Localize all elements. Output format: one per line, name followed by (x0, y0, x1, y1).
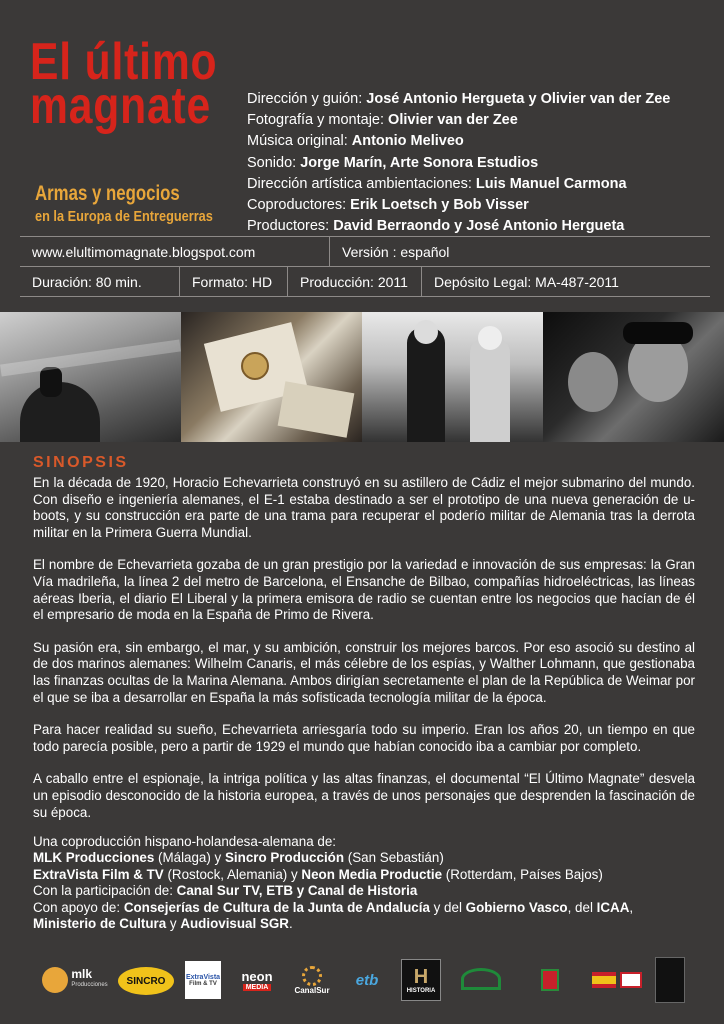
production-cell: Producción: 2011 (288, 267, 422, 296)
ministerio-cultura-logo (587, 963, 647, 997)
legal-deposit-cell: Depósito Legal: MA-487-2011 (434, 273, 619, 290)
credit-label: Sonido: (247, 154, 301, 171)
subtitle-line2: en la Europa de Entreguerras (35, 208, 213, 225)
coproduction-credits (33, 834, 633, 932)
credits-list (247, 89, 670, 237)
credit-value: Erik Loetsch y Bob Visser (350, 197, 529, 214)
credit-row (247, 153, 670, 174)
copro-company: Gobierno Vasco (465, 899, 568, 915)
copro-text: y del (429, 899, 466, 915)
copro-company: Neon Media Productie (301, 866, 443, 882)
film-title-line1: El último (30, 33, 218, 91)
credit-label: Fotografía y montaje: (247, 112, 389, 129)
neon-logo-sub: MEDIA (243, 984, 272, 991)
audiovisual-sgr-logo (655, 957, 685, 1003)
copro-text: . (288, 916, 293, 932)
credit-label: Coproductores: (247, 197, 351, 214)
sponsor-logos (35, 955, 695, 1003)
copro-line (33, 883, 633, 899)
photo-documents (181, 312, 362, 442)
copro-company: Consejerías de Cultura de la Junta de Andalucía (123, 899, 430, 915)
copro-line: Una coproducción hispano-holandesa-alemana de: (33, 834, 336, 849)
historia-logo-text: HISTORIA (406, 988, 436, 994)
credit-value: José Antonio Hergueta y Olivier van der Zee (366, 91, 671, 107)
mlk-logo-mark (42, 967, 68, 993)
photo-boat (0, 312, 181, 442)
junta-andalucia-logo (455, 959, 507, 999)
info-row (20, 267, 710, 297)
copro-text: y (166, 916, 181, 932)
credit-label: Productores: (247, 218, 334, 235)
info-table (20, 236, 710, 297)
copro-text: , (629, 899, 634, 915)
duration-cell: Duración: 80 min. (20, 267, 180, 296)
copro-line (33, 900, 633, 916)
copro-company: Audiovisual SGR (180, 916, 289, 932)
gobierno-vasco-logo-mark (541, 969, 559, 991)
copro-text: (San Sebastián) (344, 850, 444, 866)
credit-row (247, 216, 670, 237)
junta-andalucia-logo-mark (461, 968, 501, 990)
version-cell: Versión : español (342, 243, 450, 260)
credit-row (247, 89, 670, 110)
info-row (20, 237, 710, 267)
mlk-logo-sub: Producciones (71, 982, 108, 988)
sinopsis-paragraph: En la década de 1920, Horacio Echevarrieta construyó en su astillero de Cádiz el mejor submarino del mundo. Con diseño e ingeniería alemanes, el E-1 estaba destinado a ser el prototipo de una nueva generación de u-boots, y su construcción era parte de una trama para recuperar el poderío militar de Alemania tras la derrota militar en la Primera Guerra Mundial. (33, 475, 695, 540)
format-cell: Formato: HD (180, 267, 288, 296)
film-title-line2: magnate (30, 77, 212, 135)
icaa-logo-mark (620, 972, 642, 988)
copro-company: ICAA (596, 899, 630, 915)
sinopsis-paragraph: A caballo entre el espionaje, la intriga política y las altas finanzas, el documental “El Último Magnate” desvela un episodio desconocido de la historia europea, a través de unos personajes que desprenden la fascinación de su época. (33, 771, 695, 820)
canalsur-logo-text: CanalSur (294, 985, 330, 995)
historia-logo-mark: H (413, 966, 429, 988)
credit-value: Antonio Meliveo (351, 133, 464, 150)
copro-company: Ministerio de Cultura (33, 916, 167, 932)
neon-media-logo (233, 965, 281, 995)
copro-text: , del (567, 899, 597, 915)
mlk-logo-text: mlk (71, 967, 92, 981)
sinopsis-heading: SINOPSIS (33, 454, 129, 471)
neon-logo-text: neon (241, 969, 273, 984)
credit-label: Música original: (247, 133, 352, 150)
canalsur-logo (291, 959, 333, 1001)
copro-company: Sincro Producción (224, 850, 345, 866)
copro-line (33, 916, 633, 932)
sincro-logo: SINCRO (118, 967, 174, 995)
credit-label: Dirección artística ambientaciones: (247, 175, 476, 192)
gobierno-vasco-logo (519, 959, 581, 1001)
credit-value: Olivier van der Zee (388, 112, 518, 129)
copro-text: Con apoyo de: (33, 899, 124, 915)
photo-two-men (362, 312, 543, 442)
copro-line (33, 867, 633, 883)
sinopsis-body (33, 475, 695, 837)
copro-text: (Málaga) y (154, 850, 225, 866)
website-link[interactable]: www.elultimomagnate.blogspot.com (20, 237, 330, 266)
photo-portraits (543, 312, 724, 442)
photo-strip (0, 312, 724, 442)
sinopsis-paragraph: Para hacer realidad su sueño, Echevarrieta arriesgaría todo su imperio. Eran los años 20, un tiempo en que todo parecía posible, pero a partir de 1929 el mundo que habían conocido iba a cambiar por completo. (33, 722, 695, 754)
credit-value: David Berraondo y José Antonio Hergueta (333, 218, 625, 235)
extravista-logo (185, 961, 221, 999)
sinopsis-paragraph: El nombre de Echevarrieta gozaba de un gran prestigio por la variedad e innovación de sus empresas: la Gran Vía madrileña, la línea 2 del metro de Barcelona, el Ensanche de Bilbao, compañías hidroeléctricas, las líneas aéreas Iberia, el diario El Liberal y la primera emisora de radio se cuentan entre los negocios que hacían de él el empresario de moda en la España de Primo de Rivera. (33, 557, 695, 623)
copro-company: ExtraVista Film & TV (33, 866, 164, 882)
credit-value: Jorge Marín, Arte Sonora Estudios (300, 154, 539, 171)
credit-row (247, 131, 670, 152)
film-title (30, 33, 218, 135)
credit-row (247, 110, 670, 131)
copro-company: MLK Producciones (33, 850, 155, 866)
copro-line (33, 850, 633, 866)
subtitle-line1: Armas y negocios (35, 182, 180, 205)
canalsur-logo-mark (302, 966, 322, 986)
copro-text: (Rotterdam, Países Bajos) (442, 866, 603, 882)
credit-row (247, 174, 670, 195)
credit-label: Dirección y guión: (247, 91, 367, 107)
copro-text: Con la participación de: (33, 883, 177, 899)
credit-row (247, 195, 670, 216)
credit-value: Luis Manuel Carmona (475, 175, 627, 192)
spain-flag-icon (592, 972, 616, 988)
extravista-logo-text: ExtraVista (185, 973, 221, 981)
historia-logo (401, 959, 441, 1001)
copro-text: (Rostock, Alemania) y (163, 866, 302, 882)
mlk-logo (40, 963, 110, 997)
extravista-logo-sub: Film & TV (189, 980, 217, 987)
copro-company: Canal Sur TV, ETB y Canal de Historia (176, 883, 418, 899)
etb-logo: etb (355, 971, 379, 989)
sinopsis-paragraph: Su pasión era, sin embargo, el mar, y su ambición, construir los mejores barcos. Por eso asoció su destino al de dos marinos alemanes: Wilhelm Canaris, el más célebre de los espías, y Walther Lohmann, que gestionaba las finanzas ocultas de la Marina Alemana. Ambos dirigían secretamente el plan de la República de Weimar por el que se iba a desarrollar en España la más sofisticada tecnología militar de la época. (33, 639, 695, 705)
